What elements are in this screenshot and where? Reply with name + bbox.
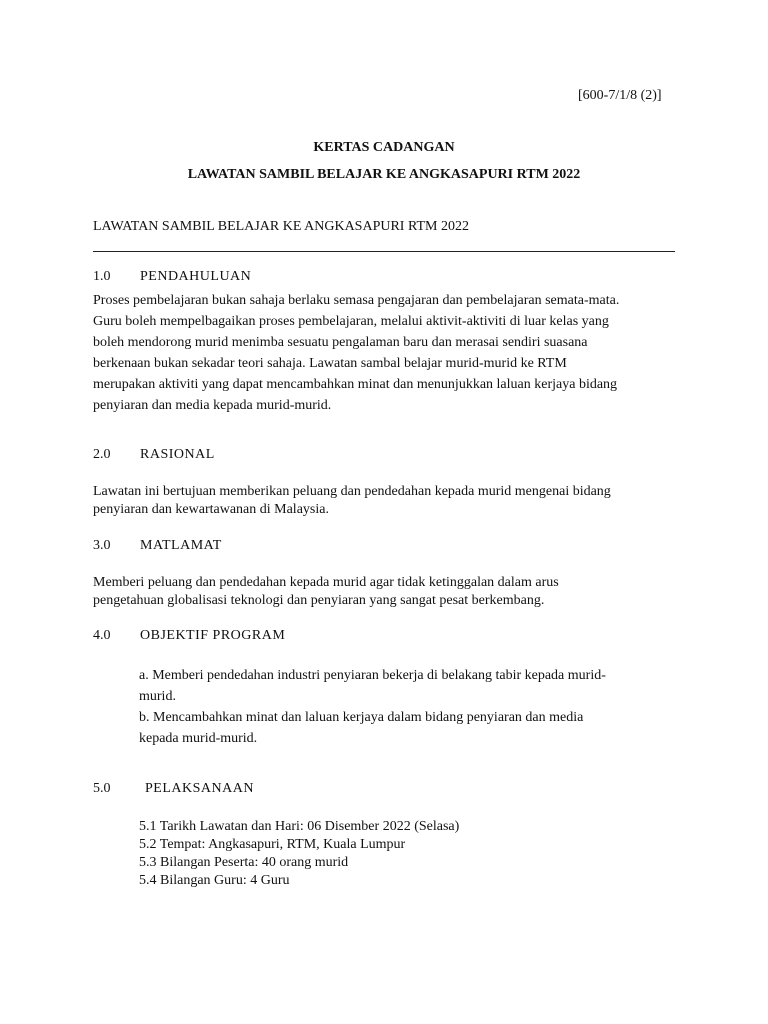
section-2-line: Lawatan ini bertujuan memberikan peluang dan pendedahan kepada murid mengenai bidang <box>93 484 611 499</box>
objective-line: b. Mencambahkan minat dan laluan kerjaya dalam bidang penyiaran dan media <box>139 710 584 725</box>
objective-line: kepada murid-murid. <box>139 731 258 746</box>
section-3-line: Memberi peluang dan pendedahan kepada murid agar tidak ketinggalan dalam arus <box>93 575 559 590</box>
section-1-line: merupakan aktiviti yang dapat mencambahkan minat dan menunjukkan laluan kerjaya bidang <box>93 377 618 392</box>
list-item: 5.2 Tempat: Angkasapuri, RTM, Kuala Lumpur <box>139 837 406 852</box>
section-3-line: pengetahuan globalisasi teknologi dan penyiaran yang sangat pesat berkembang. <box>93 593 545 608</box>
section-1-title: PENDAHULUAN <box>140 269 252 284</box>
section-5-number: 5.0 <box>93 781 111 796</box>
objective-line: murid. <box>139 689 176 704</box>
section-1-line: penyiaran dan media kepada murid-murid. <box>93 398 332 413</box>
section-1-body <box>93 290 683 416</box>
section-5-list <box>139 818 459 890</box>
section-2-body <box>93 483 683 519</box>
reference-number: [600-7/1/8 (2)] <box>578 88 662 103</box>
document-title: KERTAS CADANGAN <box>313 140 455 155</box>
document-subtitle: LAWATAN SAMBIL BELAJAR KE ANGKASAPURI RTM 2022 <box>187 167 581 182</box>
section-4-objectives <box>139 665 699 749</box>
section-2-number: 2.0 <box>93 447 111 462</box>
list-item: 5.4 Bilangan Guru: 4 Guru <box>139 873 290 888</box>
horizontal-divider <box>93 251 675 252</box>
section-3-number: 3.0 <box>93 538 111 553</box>
program-heading: LAWATAN SAMBIL BELAJAR KE ANGKASAPURI RTM 2022 <box>93 219 469 234</box>
section-2-line: penyiaran dan kewartawanan di Malaysia. <box>93 502 329 517</box>
section-1-line: Guru boleh mempelbagaikan proses pembelajaran, melalui aktivit-aktiviti di luar kelas yang <box>93 314 609 329</box>
section-3-title: MATLAMAT <box>140 538 222 553</box>
section-5-title: PELAKSANAAN <box>145 781 254 796</box>
section-4-number: 4.0 <box>93 628 111 643</box>
section-4-title: OBJEKTIF PROGRAM <box>140 628 286 643</box>
section-1-line: berkenaan bukan sekadar teori sahaja. Lawatan sambal belajar murid-murid ke RTM <box>93 356 567 371</box>
section-3-body <box>93 574 683 610</box>
objective-line: a. Memberi pendedahan industri penyiaran bekerja di belakang tabir kepada murid- <box>139 668 606 683</box>
section-1-line: boleh mendorong murid menimba sesuatu pengalaman baru dan merasai sendiri suasana <box>93 335 588 350</box>
section-2-title: RASIONAL <box>140 447 215 462</box>
list-item: 5.1 Tarikh Lawatan dan Hari: 06 Disember 2022 (Selasa) <box>139 819 460 834</box>
section-1-number: 1.0 <box>93 269 111 284</box>
list-item: 5.3 Bilangan Peserta: 40 orang murid <box>139 855 349 870</box>
section-1-line: Proses pembelajaran bukan sahaja berlaku semasa pengajaran dan pembelajaran semata-mata. <box>93 293 620 308</box>
